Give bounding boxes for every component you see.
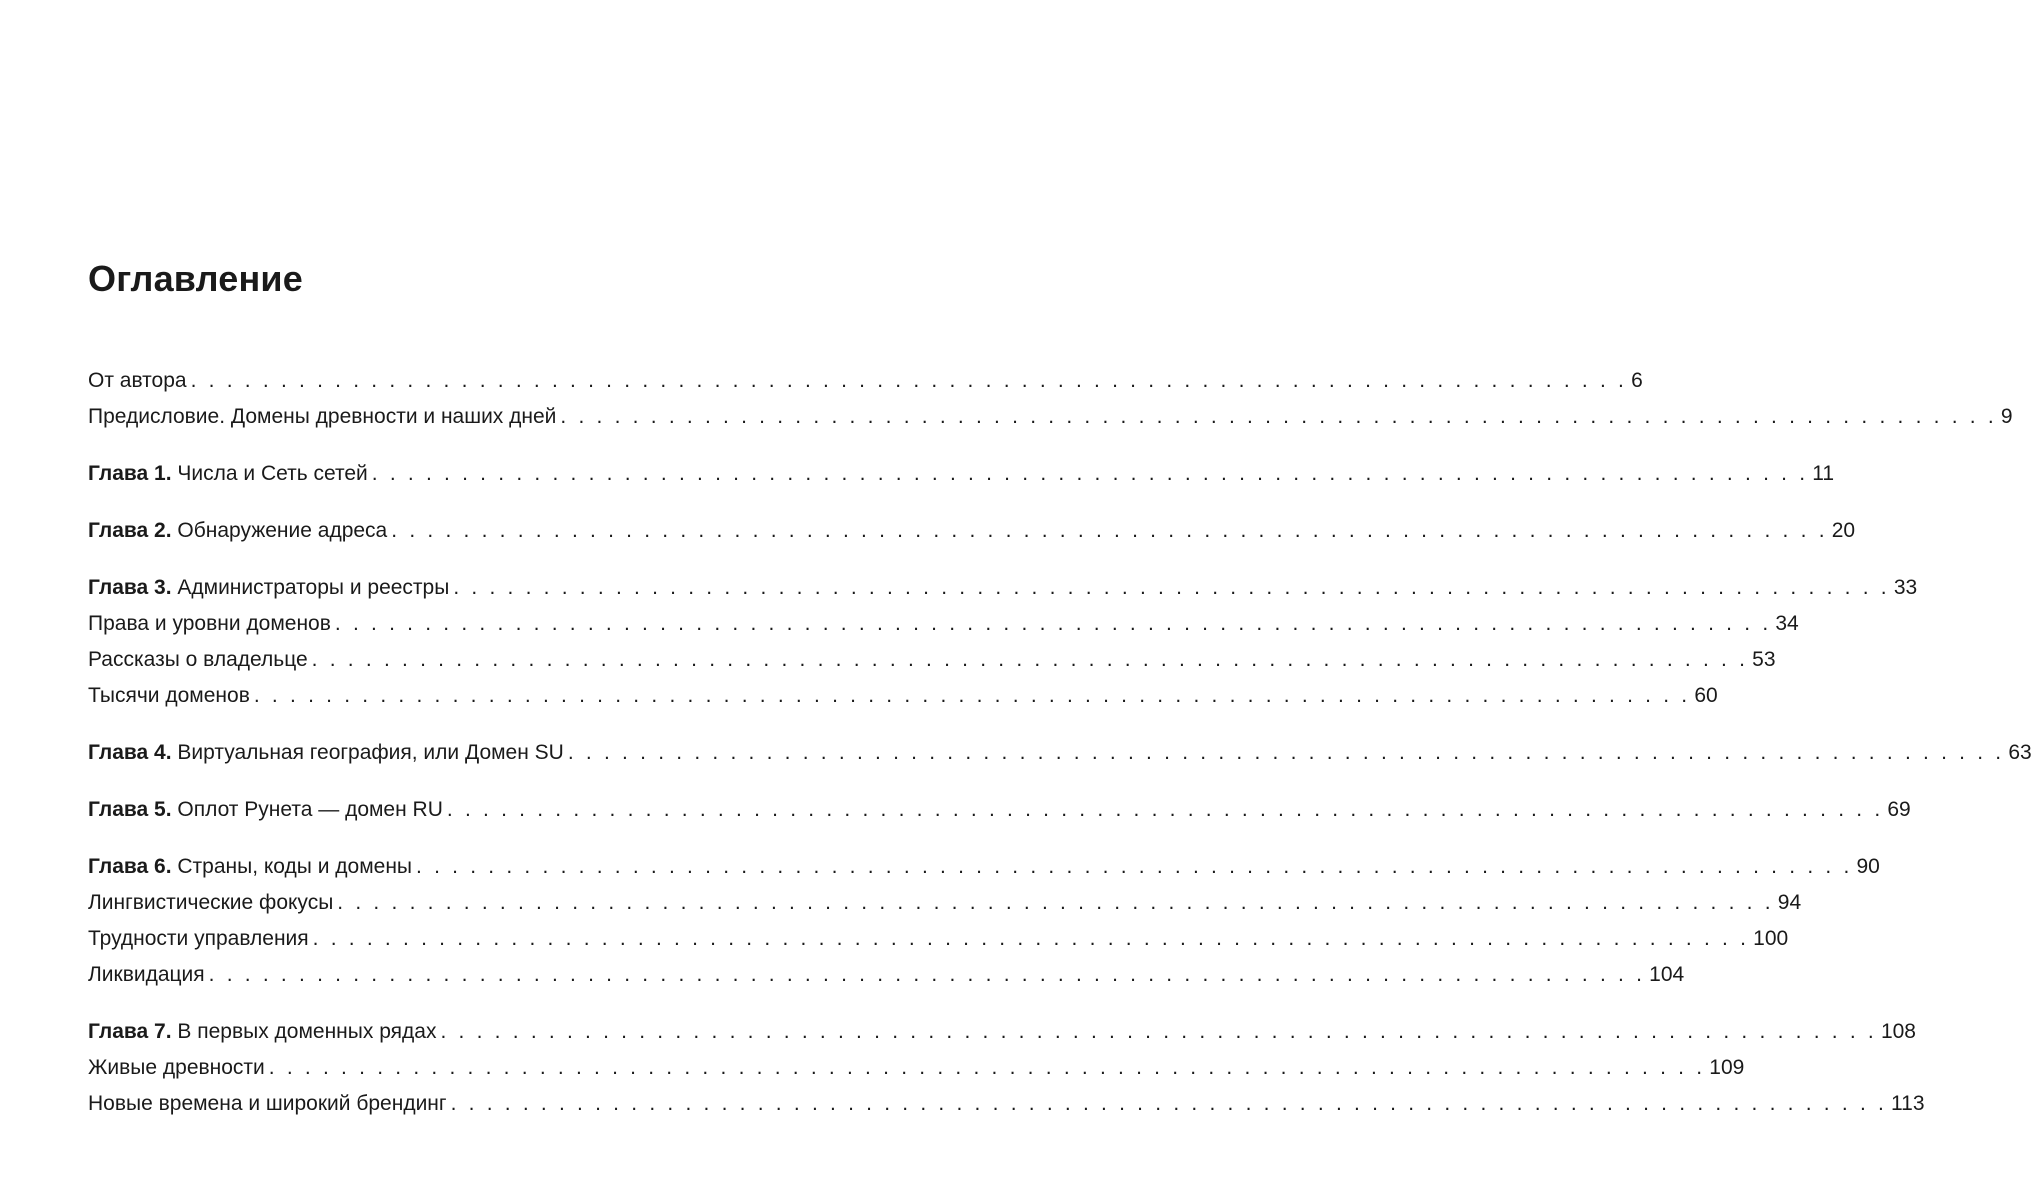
chapter-number: Глава 1. [88,462,172,485]
toc-entry-title [88,1014,440,1050]
toc-entry [88,735,2032,771]
toc-entry-label: Новые времена и широкий брендинг [88,1092,447,1115]
toc-entry-title [88,957,209,993]
dot-leader: . . . . . . . . . . . . . . . . . . . . . . . . . . . . . . . . . . . . . . . . . . . . . . . . . . . . . . . . . . . . . . . . . . . . . . . . . . . . . . . . [334,612,1772,635]
chapter-number: Глава 4. [88,741,172,764]
toc-entry-title [88,399,560,435]
toc-entry-title [88,921,313,957]
toc-entry [88,513,1856,549]
dot-leader: . . . . . . . . . . . . . . . . . . . . . . . . . . . . . . . . . . . . . . . . . . . . . . . . . . . . . . . . . . . . . . . . . . . . . . . . . . . . . . . . [311,648,1749,671]
dot-leader: . . . . . . . . . . . . . . . . . . . . . . . . . . . . . . . . . . . . . . . . . . . . . . . . . . . . . . . . . . . . . . . . . . . . . . . . . . . . . . . . [446,798,1884,821]
toc-entry [88,921,1789,957]
toc-entry [88,363,1643,399]
chapter-number: Глава 5. [88,798,172,821]
page-number: 90 [1856,855,1880,878]
toc-entry-label: Виртуальная география, или Домен SU [171,741,564,764]
table-of-contents [88,363,2032,1122]
toc-entry [88,606,1799,642]
toc-entry-label: Тысячи доменов [88,684,250,707]
page-number: 11 [1812,462,1835,485]
page-number: 34 [1775,612,1799,635]
page-number: 33 [1893,576,1918,599]
page-title: Оглавление [88,258,303,299]
toc-entry [88,885,1802,921]
dot-leader: . . . . . . . . . . . . . . . . . . . . . . . . . . . . . . . . . . . . . . . . . . . . . . . . . . . . . . . . . . . . . . . . . . . . . . . . . . . . . . . . [567,741,2005,764]
page-number: 94 [1777,891,1802,914]
dot-leader: . . . . . . . . . . . . . . . . . . . . . . . . . . . . . . . . . . . . . . . . . . . . . . . . . . . . . . . . . . . . . . . . . . . . . . . . . . . . . . . . [190,369,1628,392]
toc-entry-label: Ликвидация [88,963,205,986]
dot-leader: . . . . . . . . . . . . . . . . . . . . . . . . . . . . . . . . . . . . . . . . . . . . . . . . . . . . . . . . . . . . . . . . . . . . . . . . . . . . . . . . [453,576,1890,599]
page-number: 108 [1880,1020,1916,1043]
toc-entry-title [88,606,335,642]
page-number: 104 [1649,963,1685,986]
toc-entry [88,1014,1916,1050]
toc-entry-title [88,363,191,399]
page-number: 113 [1891,1092,1925,1115]
page-number: 69 [1887,798,1911,821]
toc-entry-label: От автора [88,369,187,392]
toc-entry [88,399,2013,435]
toc-entry-label: Оплот Рунета — домен RU [171,798,443,821]
toc-entry [88,456,1835,492]
page-number: 100 [1753,927,1789,950]
toc-entry [88,1050,1745,1086]
toc-entry-title [88,678,254,714]
toc-entry-label: Рассказы о владельце [88,648,308,671]
toc-entry [88,957,1685,993]
toc-entry-title [88,456,372,492]
toc-entry [88,792,1911,828]
toc-entry [88,570,1918,606]
dot-leader: . . . . . . . . . . . . . . . . . . . . . . . . . . . . . . . . . . . . . . . . . . . . . . . . . . . . . . . . . . . . . . . . . . . . . . . . . . . . . . . . [253,684,1691,707]
dot-leader: . . . . . . . . . . . . . . . . . . . . . . . . . . . . . . . . . . . . . . . . . . . . . . . . . . . . . . . . . . . . . . . . . . . . . . . . . . . . . . . . [268,1056,1706,1079]
toc-entry-label: Страны, коды и домены [171,855,413,878]
toc-entry-title [88,570,453,606]
dot-leader: . . . . . . . . . . . . . . . . . . . . . . . . . . . . . . . . . . . . . . . . . . . . . . . . . . . . . . . . . . . . . . . . . . . . . . . . . . . . . . . . [416,855,1853,878]
toc-entry-title [88,513,391,549]
page-number: 53 [1752,648,1776,671]
toc-entry-label: Живые древности [88,1056,265,1079]
toc-entry-label: Права и уровни доменов [88,612,331,635]
dot-leader: . . . . . . . . . . . . . . . . . . . . . . . . . . . . . . . . . . . . . . . . . . . . . . . . . . . . . . . . . . . . . . . . . . . . . . . . . . . . . . . . [450,1092,1888,1115]
toc-entry-title [88,1086,451,1122]
chapter-number: Глава 2. [88,519,172,542]
dot-leader: . . . . . . . . . . . . . . . . . . . . . . . . . . . . . . . . . . . . . . . . . . . . . . . . . . . . . . . . . . . . . . . . . . . . . . . . . . . . . . . . [440,1020,1877,1043]
dot-leader: . . . . . . . . . . . . . . . . . . . . . . . . . . . . . . . . . . . . . . . . . . . . . . . . . . . . . . . . . . . . . . . . . . . . . . . . . . . . . . . . [391,519,1828,542]
dot-leader: . . . . . . . . . . . . . . . . . . . . . . . . . . . . . . . . . . . . . . . . . . . . . . . . . . . . . . . . . . . . . . . . . . . . . . . . . . . . . . . . [208,963,1646,986]
toc-entry [88,678,1718,714]
page-number: 60 [1694,684,1718,707]
chapter-number: Глава 7. [88,1020,172,1043]
page-number: 6 [1631,369,1643,392]
toc-entry-label: Трудности управления [88,927,309,950]
toc-entry [88,849,1880,885]
page-number: 63 [2008,741,2032,764]
dot-leader: . . . . . . . . . . . . . . . . . . . . . . . . . . . . . . . . . . . . . . . . . . . . . . . . . . . . . . . . . . . . . . . . . . . . . . . . . . . . . . . . [560,405,1997,428]
dot-leader: . . . . . . . . . . . . . . . . . . . . . . . . . . . . . . . . . . . . . . . . . . . . . . . . . . . . . . . . . . . . . . . . . . . . . . . . . . . . . . . . [371,462,1809,485]
page-number: 20 [1831,519,1856,542]
toc-entry-label: Администраторы и реестры [171,576,450,599]
toc-entry-title [88,849,416,885]
toc-entry-title [88,642,312,678]
chapter-number: Глава 3. [88,576,172,599]
toc-entry-label: В первых доменных рядах [171,1020,437,1043]
toc-entry-label: Предисловие. Домены древности и наших дней [88,405,557,428]
toc-entry-title [88,735,568,771]
dot-leader: . . . . . . . . . . . . . . . . . . . . . . . . . . . . . . . . . . . . . . . . . . . . . . . . . . . . . . . . . . . . . . . . . . . . . . . . . . . . . . . . [312,927,1750,950]
toc-entry-title [88,1050,269,1086]
toc-entry-label: Числа и Сеть сетей [171,462,368,485]
toc-entry-label: Лингвистические фокусы [88,891,334,914]
toc-entry-title [88,885,337,921]
toc-entry-label: Обнаружение адреса [171,519,388,542]
page-number: 9 [2000,405,2013,428]
toc-entry [88,642,1776,678]
dot-leader: . . . . . . . . . . . . . . . . . . . . . . . . . . . . . . . . . . . . . . . . . . . . . . . . . . . . . . . . . . . . . . . . . . . . . . . . . . . . . . . . [337,891,1774,914]
toc-entry [88,1086,1925,1122]
page-number: 109 [1709,1056,1745,1079]
toc-entry-title [88,792,447,828]
chapter-number: Глава 6. [88,855,172,878]
